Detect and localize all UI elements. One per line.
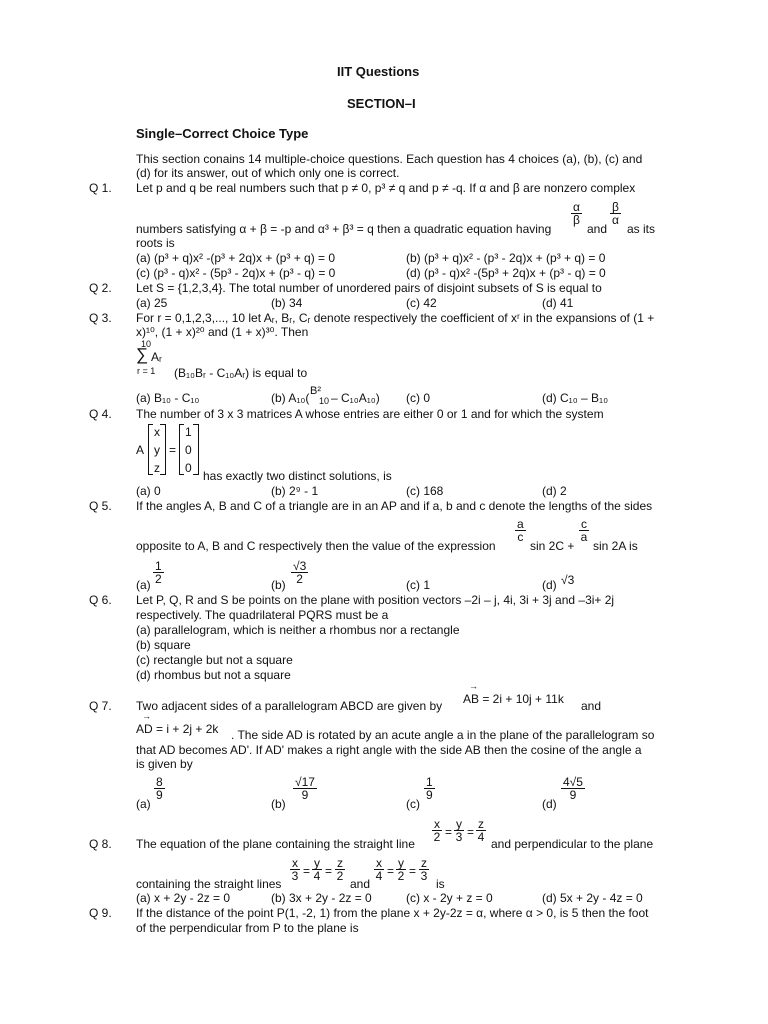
intro-text: This section conains 14 multiple-choice questions. Each question has 4 choices (a), (b), (c) and <box>136 152 643 166</box>
intro-text: (d) for its answer, out of which only one is correct. <box>136 166 400 180</box>
option-b: (b) 34 <box>271 296 303 310</box>
numerator: α <box>573 200 580 214</box>
option-c: (c) 0 <box>406 391 430 405</box>
option-b: (b) 2⁹ - 1 <box>271 484 319 498</box>
question-number: Q 9. <box>89 906 112 920</box>
numerator: y <box>314 856 320 870</box>
vector-arrow: → <box>469 681 478 691</box>
question-text: If the distance of the point P(1, -2, 1) from the plane x + 2y-2z = α, where α > 0, is 5 then the foot <box>136 906 649 920</box>
page-title: IIT Questions <box>337 64 420 79</box>
option-c: (c) 42 <box>406 296 437 310</box>
denominator: 3 <box>420 869 428 883</box>
bracket-right <box>160 424 165 425</box>
numerator: c <box>581 517 587 531</box>
bracket-left <box>148 424 153 425</box>
question-text: of the perpendicular from P to the plane is <box>136 921 359 935</box>
numerator: x <box>376 856 382 870</box>
bracket-right <box>193 474 198 475</box>
equals-sign: = <box>445 825 453 839</box>
option-b-fraction <box>293 776 317 801</box>
question-number: Q 7. <box>89 699 112 713</box>
question-number: Q 3. <box>89 311 112 325</box>
option-a: (a) 0 <box>136 484 161 498</box>
equals-sign: = <box>303 864 311 878</box>
fraction <box>312 857 322 882</box>
question-text: and <box>581 699 602 713</box>
question-number: Q 1. <box>89 181 112 195</box>
question-text: x)¹⁰, (1 + x)²⁰ and (1 + x)³⁰. Then <box>136 325 309 339</box>
option-b: (b) <box>271 797 286 811</box>
fraction <box>476 818 486 843</box>
sigma-symbol: ∑ <box>136 345 149 364</box>
option-d-value: √3 <box>561 573 575 587</box>
vector-entry: 1 <box>185 425 192 439</box>
vector-entry: x <box>154 425 160 439</box>
option-a: (a) (p³ + q)x² -(p³ + 2q)x + (p³ + q) = 0 <box>136 251 336 265</box>
option-d: (d) rhombus but not a square <box>136 668 291 682</box>
denominator: 2 <box>397 869 405 883</box>
sum-term: Aᵣ <box>151 350 162 364</box>
numerator: x <box>292 856 298 870</box>
equals-sign: = <box>467 825 475 839</box>
numerator: 1 <box>426 775 433 789</box>
question-number: Q 2. <box>89 281 112 295</box>
question-text: is <box>436 877 445 891</box>
vector-entry: 0 <box>185 461 192 475</box>
sum-lower-limit: r = 1 <box>137 366 156 376</box>
fraction <box>290 857 300 882</box>
question-text: The number of 3 x 3 matrices A whose entries are either 0 or 1 and for which the system <box>136 407 604 421</box>
question-text: is given by <box>136 757 193 771</box>
option-b: (b) square <box>136 638 191 652</box>
numerator: z <box>421 856 427 870</box>
option-b: (b) A₁₀( <box>271 391 310 405</box>
numerator: √3 <box>293 559 307 573</box>
question-text: Let P, Q, R and S be points on the plane with position vectors –2i – j, 4i, 3i + 3j and –3i+ 2j <box>136 593 615 607</box>
numerator: z <box>478 817 484 831</box>
option-a: (a) parallelogram, which is neither a rhombus nor a rectangle <box>136 623 460 637</box>
fraction <box>454 818 464 843</box>
vector-ab: AB = 2i + 10j + 11k <box>463 692 564 706</box>
question-text: For r = 0,1,2,3,..., 10 let Aᵣ, Bᵣ, Cᵣ denote respectively the coefficient of xʳ in the expansions of (1 + <box>136 311 655 325</box>
option-b-superscript: B² <box>310 385 321 397</box>
option-b: – C₁₀A₁₀) <box>331 391 380 405</box>
question-text: as its <box>627 222 656 236</box>
matrix-label: A <box>136 443 145 457</box>
question-text: (B₁₀Bᵣ - C₁₀Aᵣ) is equal to <box>174 366 308 380</box>
fraction <box>515 518 526 543</box>
question-text: and <box>350 877 371 891</box>
option-d: (d) <box>542 797 557 811</box>
denominator: 9 <box>426 788 433 802</box>
option-a: (a) <box>136 797 151 811</box>
option-b-subscript: 10 <box>319 396 330 406</box>
question-type-heading: Single–Correct Choice Type <box>136 126 309 141</box>
fraction <box>419 857 429 882</box>
numerator: 8 <box>156 775 163 789</box>
question-text: and <box>587 222 608 236</box>
option-c: (c) 1 <box>406 578 430 592</box>
question-text: If the angles A, B and C of a triangle are in an AP and if a, b and c denote the lengths of the sides <box>136 499 653 513</box>
question-text: . The side AD is rotated by an acute angle a in the plane of the parallelogram so <box>231 728 655 742</box>
question-text: has exactly two distinct solutions, is <box>203 469 392 483</box>
option-c: (c) (p³ - q)x² - (5p³ - 2q)x + (p³ - q) = 0 <box>136 266 336 280</box>
question-text: Let p and q be real numbers such that p ≠ 0, p³ ≠ q and p ≠ -q. If α and β are nonzero complex <box>136 181 636 195</box>
question-text: respectively. The quadrilateral PQRS must be a <box>136 608 389 622</box>
question-text: roots is <box>136 236 175 250</box>
option-b: (b) (p³ + q)x² - (p³ - 2q)x + (p³ + q) = 0 <box>406 251 606 265</box>
option-a: (a) B₁₀ - C₁₀ <box>136 391 200 405</box>
numerator: x <box>434 817 440 831</box>
denominator: a <box>580 530 588 544</box>
denominator: 4 <box>313 869 321 883</box>
denominator: c <box>517 530 524 544</box>
numerator: y <box>398 856 404 870</box>
option-a: (a) x + 2y - 2z = 0 <box>136 891 231 905</box>
denominator: 2 <box>296 572 303 586</box>
option-a-fraction <box>153 560 164 585</box>
question-number: Q 4. <box>89 407 112 421</box>
question-text: that AD becomes AD'. If AD' makes a right angle with the side AB then the cosine of the angle a <box>136 743 642 757</box>
denominator: β <box>573 213 580 227</box>
denominator: 9 <box>569 788 577 802</box>
equals-sign: = <box>169 443 177 457</box>
question-text: The equation of the plane containing the straight line <box>136 837 415 851</box>
question-text: and perpendicular to the plane <box>491 837 654 851</box>
vector-arrow: → <box>142 711 151 721</box>
denominator: 3 <box>455 830 463 844</box>
option-a: (a) 25 <box>136 296 168 310</box>
option-d: (d) C₁₀ – B₁₀ <box>542 391 609 405</box>
denominator: 2 <box>433 830 441 844</box>
option-d: (d) 5x + 2y - 4z = 0 <box>542 891 643 905</box>
numerator: y <box>456 817 462 831</box>
numerator: a <box>517 517 524 531</box>
fraction <box>579 518 589 543</box>
denominator: 4 <box>477 830 485 844</box>
fraction <box>396 857 406 882</box>
vector-entry: y <box>154 443 160 457</box>
bracket-left <box>179 424 180 475</box>
fraction <box>374 857 384 882</box>
option-d: (d) (p³ - q)x² -(5p³ + 2q)x + (p³ - q) = 0 <box>406 266 606 280</box>
option-d: (d) 2 <box>542 484 567 498</box>
fraction <box>610 201 621 226</box>
denominator: α <box>611 213 619 227</box>
option-d: (d) 41 <box>542 296 574 310</box>
section-heading: SECTION–I <box>347 96 416 111</box>
fraction <box>432 818 442 843</box>
fraction <box>335 857 345 882</box>
option-d: (d) <box>542 578 557 592</box>
fraction <box>571 201 582 226</box>
bracket-right <box>198 424 199 475</box>
bracket-left <box>148 474 153 475</box>
option-c: (c) rectangle but not a square <box>136 653 293 667</box>
option-a: (a) <box>136 578 151 592</box>
question-text: numbers satisfying α + β = -p and α³ + β³ = q then a quadratic equation having <box>136 222 552 236</box>
bracket-right <box>165 424 166 475</box>
option-a-fraction <box>154 776 165 801</box>
equals-sign: = <box>387 864 395 878</box>
option-c: (c) x - 2y + z = 0 <box>406 891 493 905</box>
bracket-left <box>148 424 149 475</box>
denominator: 2 <box>155 572 162 586</box>
bracket-right <box>193 424 198 425</box>
option-b: (b) 3x + 2y - 2z = 0 <box>271 891 372 905</box>
denominator: 2 <box>336 869 344 883</box>
denominator: 9 <box>301 788 309 802</box>
option-c: (c) <box>406 797 420 811</box>
question-text: opposite to A, B and C respectively then the value of the expression <box>136 539 496 553</box>
vector-ad: AD = i + 2j + 2k <box>136 722 219 736</box>
question-number: Q 6. <box>89 593 112 607</box>
question-text: Let S = {1,2,3,4}. The total number of unordered pairs of disjoint subsets of S is equal to <box>136 281 602 295</box>
numerator: 4√5 <box>563 775 583 789</box>
numerator: β <box>612 200 619 214</box>
numerator: z <box>337 856 343 870</box>
question-text: sin 2C + <box>530 539 575 553</box>
bracket-left <box>179 424 184 425</box>
option-b: (b) <box>271 578 286 592</box>
option-b-fraction <box>291 560 308 585</box>
vector-entry: z <box>154 461 160 475</box>
sum-upper-limit: 10 <box>141 339 152 349</box>
option-c: (c) 168 <box>406 484 444 498</box>
equals-sign: = <box>409 864 417 878</box>
question-number: Q 5. <box>89 499 112 513</box>
denominator: 4 <box>375 869 383 883</box>
denominator: 3 <box>291 869 299 883</box>
denominator: 9 <box>156 788 163 802</box>
bracket-right <box>160 474 165 475</box>
question-text: Two adjacent sides of a parallelogram ABCD are given by <box>136 699 443 713</box>
numerator: √17 <box>295 775 315 789</box>
equals-sign: = <box>325 864 333 878</box>
option-d-fraction <box>561 776 585 801</box>
bracket-left <box>179 474 184 475</box>
question-text: sin 2A is <box>593 539 638 553</box>
question-text: containing the straight lines <box>136 877 282 891</box>
option-c-fraction <box>424 776 435 801</box>
numerator: 1 <box>155 559 162 573</box>
vector-entry: 0 <box>185 443 192 457</box>
question-number: Q 8. <box>89 837 112 851</box>
